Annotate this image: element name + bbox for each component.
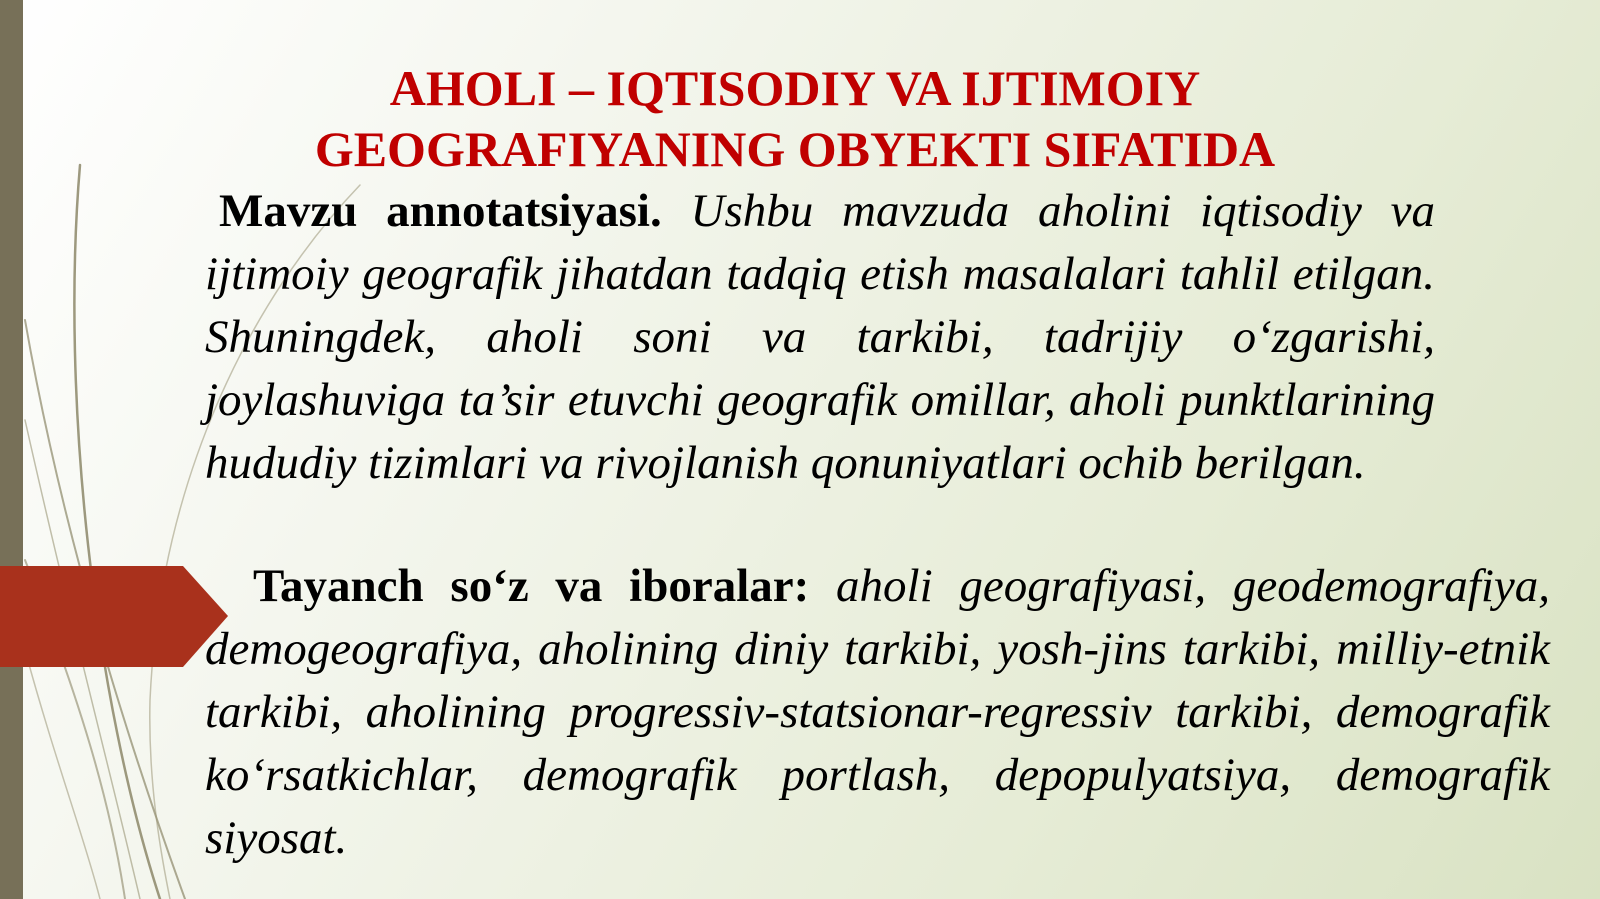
keywords-text: aholi geografiyasi, geodemografiya, demogeografiya, aholining diniy tarkibi, yosh-jins tarkibi, milliy-etnik tarkibi, aholining progressiv-statsionar-regressiv tarkibi, demografik ko‘rsatkichlar, demografik portlash, depopulyatsiya, demografik siyosat. <box>205 560 1551 864</box>
title-line-2: GEOGRAFIYANING OBYEKTI SIFATIDA <box>314 121 1276 177</box>
annotation-text: Ushbu mavzuda aholini iqtisodiy va ijtimoiy geografik jihatdan tadqiq etish masalalari tahlil etilgan. Shuningdek, aholi soni va tarkibi, tadrijiy o‘zgarishi, joylashuviga ta’sir etuvchi geografik omillar, aholi punktlarining hududiy tizimlari va rivojlanish qonuniyatlari ochib berilgan. <box>205 185 1435 489</box>
title-line-1: AHOLI – IQTISODIY VA IJTIMOIY <box>389 60 1201 116</box>
annotation-paragraph <box>205 180 1435 495</box>
slide-title <box>180 58 1410 180</box>
keywords-lead: Tayanch so‘z va iboralar: <box>253 560 810 612</box>
keywords-paragraph <box>205 555 1550 870</box>
annotation-lead: Mavzu annotatsiyasi. <box>219 185 662 237</box>
arrow-polygon <box>0 566 228 667</box>
